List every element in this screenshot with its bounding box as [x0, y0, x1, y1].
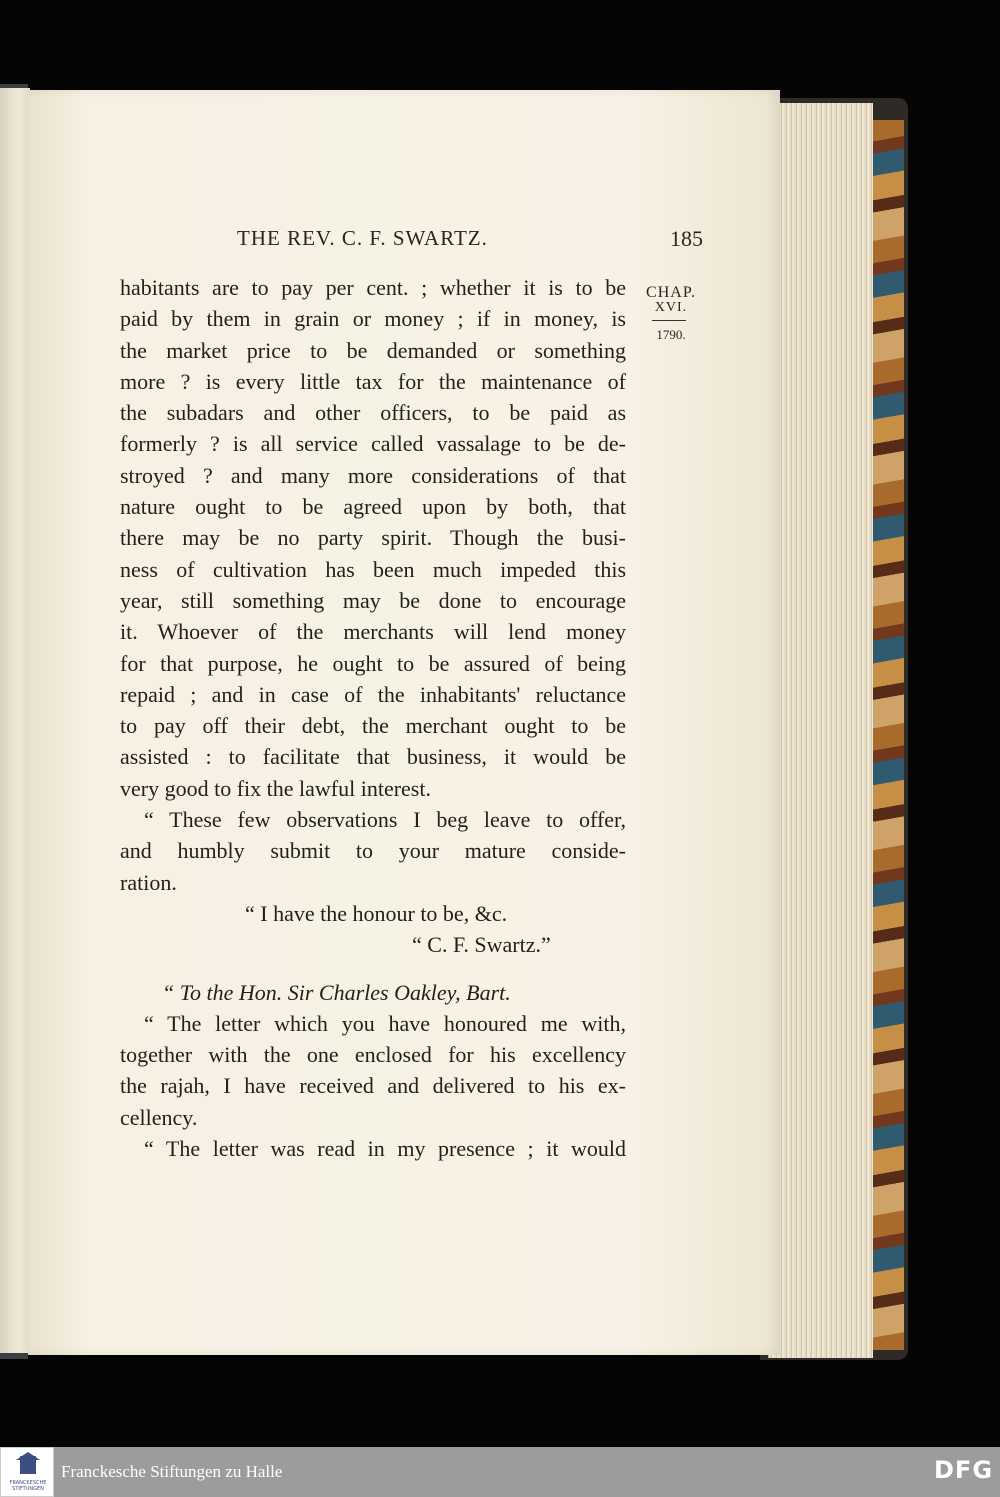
margin-note [640, 284, 702, 343]
margin-rule [652, 320, 686, 321]
closing-line: “ I have the honour to be, &c. [245, 900, 508, 926]
text-line: and humbly submit to your mature conside- [120, 838, 626, 864]
text-line: repaid ; and in case of the inhabitants' reluctance [120, 681, 626, 707]
institution-logo[interactable] [0, 1447, 54, 1497]
institution-name[interactable]: Franckesche Stiftungen zu Halle [61, 1462, 283, 1481]
text-line: for that purpose, he ought to be assured of being [120, 650, 626, 676]
text-line: year, still something may be done to encourage [120, 587, 626, 613]
body-text [120, 272, 626, 1164]
text-line: habitants are to pay per cent. ; whether it is to be [120, 275, 626, 300]
text-line: “ The letter was read in my presence ; it would [144, 1136, 626, 1162]
text-line: cellency. [120, 1104, 198, 1130]
text-line: formerly ? is all service called vassalage to be de- [120, 431, 626, 457]
text-line: together with the one enclosed for his excellency [120, 1042, 626, 1068]
text-line: it. Whoever of the merchants will lend money [120, 619, 626, 645]
logo-caption [3, 1480, 53, 1492]
logo-building-icon [20, 1456, 36, 1474]
text-line: ration. [120, 869, 177, 895]
text-line: there may be no party spirit. Though the busi- [120, 525, 626, 551]
text-line: “ The letter which you have honoured me with, [144, 1010, 626, 1036]
text-line: ness of cultivation has been much impeded this [120, 556, 626, 582]
margin-chap: CHAP. [646, 284, 696, 301]
margin-year: 1790. [656, 327, 686, 342]
left-page-edge [0, 88, 30, 1353]
text-line: “ These few observations I beg leave to offer, [144, 807, 626, 833]
text-line: stroyed ? and many more considerations of that [120, 462, 626, 488]
text-line: nature ought to be agreed upon by both, that [120, 494, 626, 520]
page-block-edge [768, 103, 873, 1358]
running-title: THE REV. C. F. SWARTZ. [237, 226, 488, 250]
logo-caption-line: FRANCKESCHE [9, 1480, 47, 1486]
text-line: paid by them in grain or money ; if in money, is [120, 306, 626, 332]
address-line: “ To the Hon. Sir Charles Oakley, Bart. [162, 979, 511, 1005]
dfg-logo[interactable]: DFG [934, 1456, 994, 1484]
text-line: assisted : to facilitate that business, it would be [120, 744, 626, 770]
text-line: the subadars and other officers, to be paid as [120, 400, 626, 426]
text-line: more ? is every little tax for the maintenance of [120, 368, 626, 394]
logo-caption-line: STIFTUNGEN [12, 1486, 44, 1492]
text-line: the market price to be demanded or something [120, 337, 626, 363]
text-line: the rajah, I have received and delivered to his ex- [120, 1073, 626, 1099]
signature-line: “ C. F. Swartz.” [412, 932, 551, 958]
margin-chapter-number: XVI. [654, 300, 688, 315]
page-number: 185 [670, 226, 703, 251]
marbled-edge [868, 120, 904, 1350]
text-line: very good to fix the lawful interest. [120, 775, 431, 801]
text-line: to pay off their debt, the merchant ought to be [120, 713, 626, 739]
